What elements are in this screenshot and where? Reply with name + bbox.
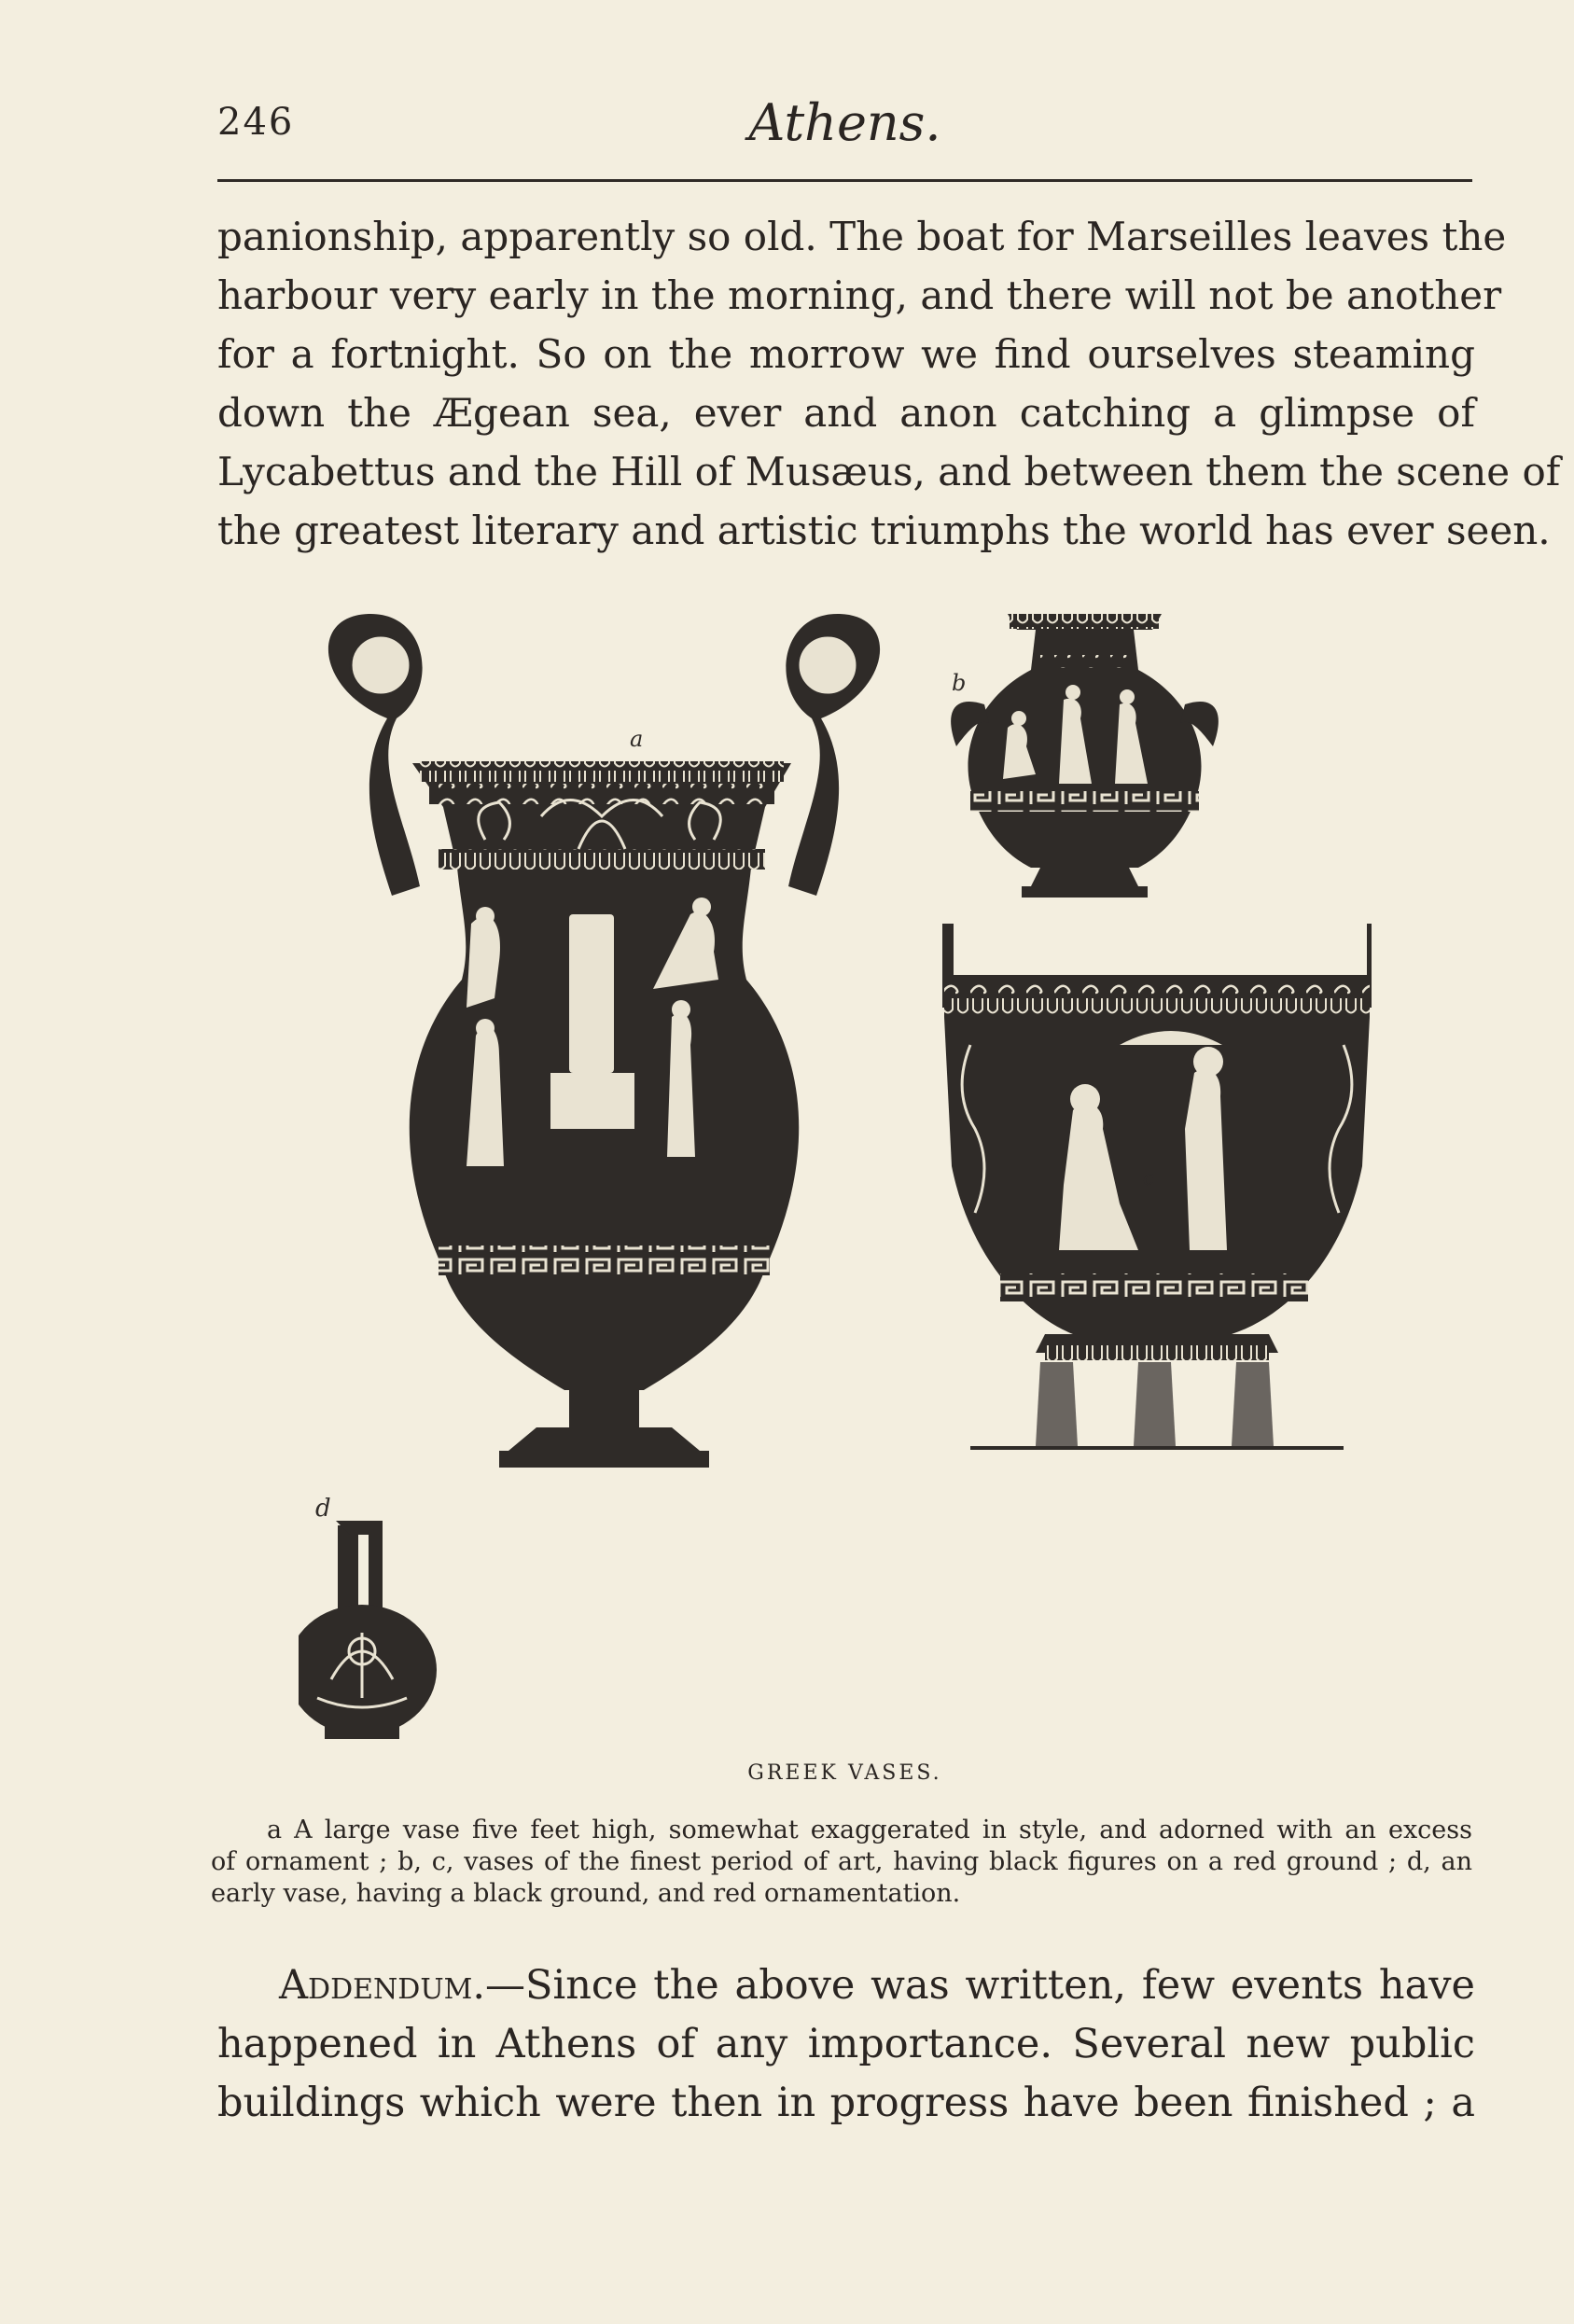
vase-a <box>328 614 880 1468</box>
vase-c <box>942 924 1372 1450</box>
figure-caption <box>211 1815 1472 1910</box>
page-number: 246 <box>217 101 295 144</box>
text-line: happened in Athens of any importance. Several new public <box>217 2021 1475 2067</box>
text-line <box>217 1956 1475 2015</box>
vase-b <box>951 614 1219 898</box>
page-header <box>217 93 1472 159</box>
figure-title: GREEK VASES. <box>747 1761 942 1785</box>
text-line: the greatest literary and artistic triumphs the world has ever seen. <box>217 508 1551 553</box>
caption-line: a A large vase five feet high, somewhat exaggerated in style, and adorned with an excess <box>267 1816 1472 1844</box>
header-rule <box>217 179 1472 182</box>
caption-line: early vase, having a black ground, and red ornamentation. <box>211 1879 961 1908</box>
vase-d <box>299 1521 437 1739</box>
text-line: for a fortnight. So on the morrow we find ourselves steaming <box>217 331 1475 377</box>
text-line: down the Ægean sea, ever and anon catching a glimpse of <box>217 390 1475 436</box>
caption-line: of ornament ; b, c, vases of the finest period of art, having black figures on a red ground ; d, an <box>211 1847 1472 1876</box>
text-line: buildings which were then in progress have been finished ; a <box>217 2080 1475 2126</box>
label-a: a <box>630 726 644 752</box>
running-title: Athens. <box>748 93 941 152</box>
label-d: d <box>315 1495 331 1523</box>
addendum-line-1: —Since the above was written, few events have <box>485 1962 1475 2009</box>
addendum-lead: Addendum. <box>279 1962 486 2009</box>
text-line: panionship, apparently so old. The boat for Marseilles leaves the <box>217 214 1507 259</box>
text-line: harbour very early in the morning, and there will not be another <box>217 272 1502 318</box>
body-text-top <box>217 207 1561 560</box>
addendum-paragraph <box>217 1956 1475 2133</box>
text-line: Lycabettus and the Hill of Musæus, and between them the scene of <box>217 449 1561 494</box>
label-c: c <box>1143 1167 1155 1190</box>
label-b: b <box>952 670 967 696</box>
vases-engraving <box>299 606 1372 1749</box>
greek-vases-illustration <box>299 606 1372 1749</box>
